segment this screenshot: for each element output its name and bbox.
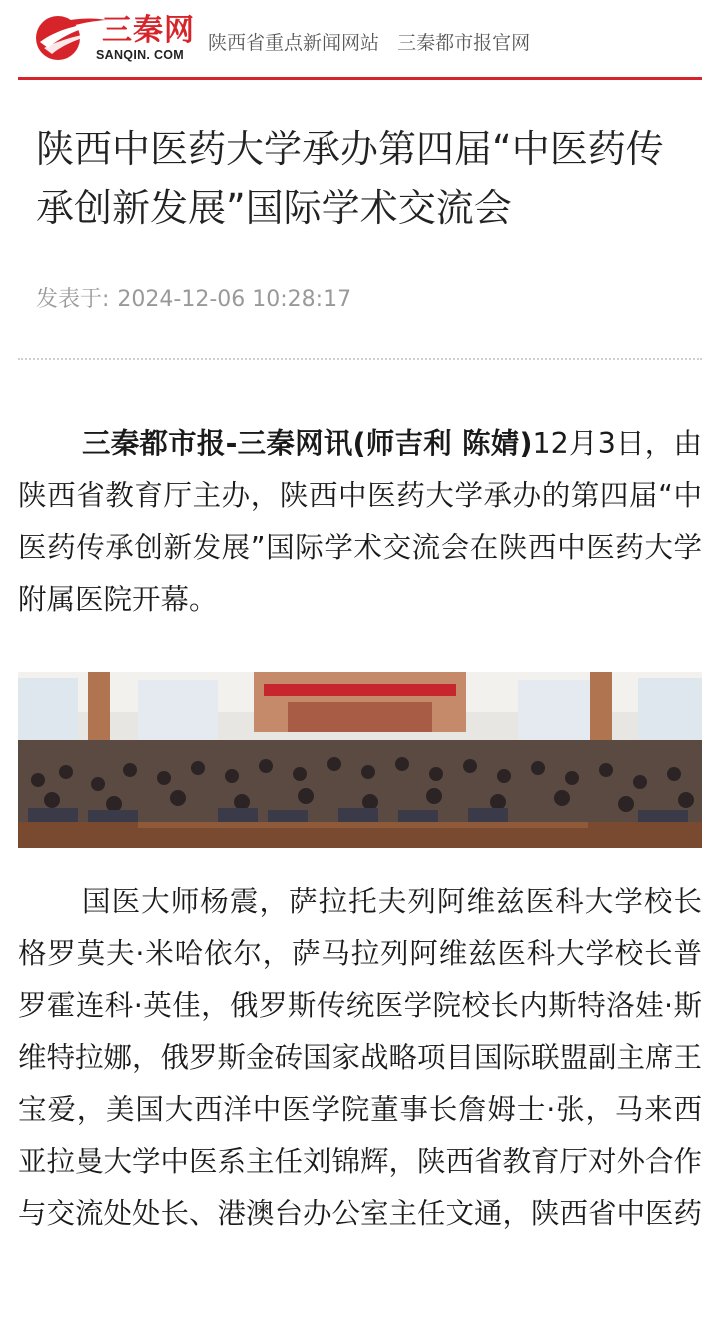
site-header bbox=[0, 0, 720, 78]
header-divider bbox=[18, 77, 702, 80]
publish-meta bbox=[36, 282, 351, 313]
site-tagline bbox=[208, 28, 530, 55]
tagline-item: 陕西省重点新闻网站 bbox=[208, 32, 380, 54]
article-lead-source: 三秦都市报-三秦网讯(师吉利 陈婧) bbox=[82, 427, 533, 460]
article-photo[interactable] bbox=[18, 672, 702, 848]
article-paragraph bbox=[18, 418, 702, 626]
conference-hall-image bbox=[18, 672, 702, 848]
publish-label: 发表于: bbox=[36, 287, 110, 312]
publish-time: 2024-12-06 10:28:17 bbox=[117, 287, 352, 312]
article-paragraph: 国医大师杨震，萨拉托夫列阿维兹医科大学校长格罗莫夫·米哈依尔，萨马拉列阿维兹医科大学校长普罗霍连科·英佳，俄罗斯传统医学院校长内斯特洛娃·斯维特拉娜，俄罗斯金砖国家战略项目国际联盟副主席王宝爱，美国大西洋中医学院董事长詹姆士·张，马来西亚拉曼大学中医系主任刘锦辉，陕西省教育厅对外合作与交流处处长、港澳台办公室主任文通，陕西省中医药 bbox=[18, 885, 703, 1230]
logo-text-cn: 三秦网 bbox=[102, 13, 195, 48]
article-paragraph-text: 12月3日，由陕西省教育厅主办，陕西中医药大学承办的第四届“中医药传承创新发展”国际学术交流会在陕西中医药大学附属医院开幕。 bbox=[18, 427, 702, 616]
article-title: 陕西中医药大学承办第四届“中医药传承创新发展”国际学术交流会 bbox=[36, 127, 664, 230]
logo-text-en: SANQIN. COM bbox=[96, 48, 185, 62]
site-logo[interactable] bbox=[34, 12, 195, 64]
meta-divider bbox=[18, 358, 702, 360]
tagline-item: 三秦都市报官网 bbox=[397, 32, 531, 54]
